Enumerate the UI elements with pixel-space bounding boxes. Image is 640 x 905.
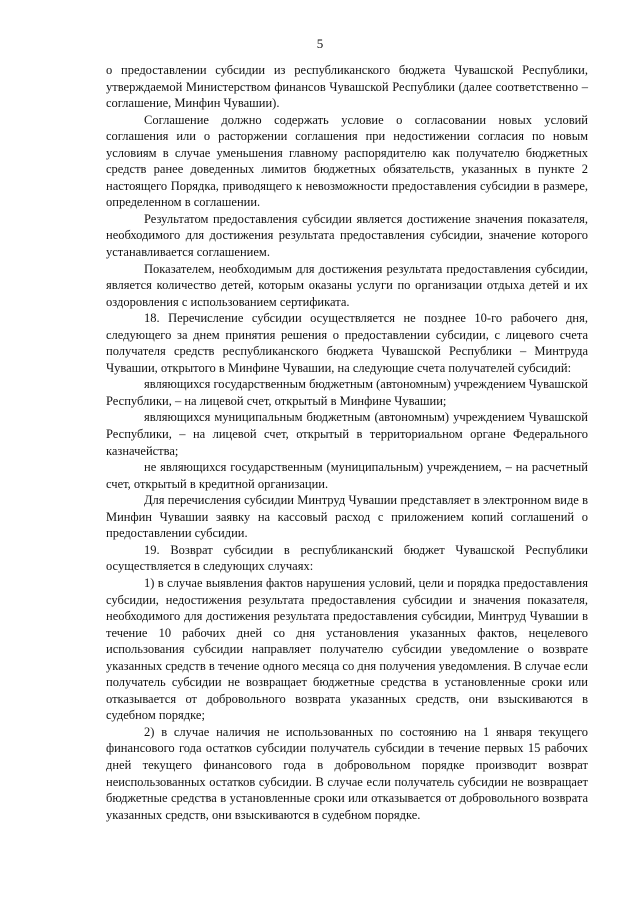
paragraph: являющихся муниципальным бюджетным (автономным) учреждением Чувашской Республики, – на лицевой счет, открытый в территориальном органе Федерального казначейства; [106, 410, 588, 458]
paragraph: 2) в случае наличия не использованных по состоянию на 1 января текущего финансового года остатков субсидии получатель субсидии в течение первых 15 рабочих дней текущего финансового года в добровольном порядке производит возврат неиспользованных остатков субсидии. В случае если получатель субсидии не возвращает бюджетные средства в установленные сроки или отказывается от добровольного возврата указанных средств, они взыскиваются в судебном порядке. [106, 724, 588, 822]
paragraph: являющихся государственным бюджетным (автономным) учреждением Чувашской Республики, – на лицевой счет, открытый в Минфине Чувашии; [106, 377, 588, 408]
paragraph: Результатом предоставления субсидии является достижение значения показателя, необходимого для достижения результата предоставления субсидии, значение которого устанавливается соглашением. [106, 211, 588, 260]
paragraph: 19. Возврат субсидии в республиканский бюджет Чувашской Республики осуществляется в следующих случаях: [106, 542, 588, 574]
document-body [106, 62, 588, 823]
paragraph: 1) в случае выявления фактов нарушения условий, цели и порядка предоставления субсидии, недостижения результата предоставления субсидии и значения показателя, необходимого для достижения результата предоставления субсидии, Минтруд Чувашии в течение 10 рабочих дней со дня установления указанных фактов, нецелевого использования субсидии направляет получателю субсидии уведомление о возврате указанных средств в течение одного месяца со дня получения уведомления. В случае если получатель субсидии не возвращает бюджетные средства в установленные сроки или отказывается от добровольного возврата указанных средств, они взыскиваются в судебном порядке; [106, 575, 588, 723]
paragraph: Для перечисления субсидии Минтруд Чувашии представляет в электронном виде в Минфин Чувашии заявку на кассовый расход с приложением копий соглашений о предоставлении субсидии. [106, 493, 588, 541]
paragraph: о предоставлении субсидии из республиканского бюджета Чувашской Республики, утверждаемой Министерством финансов Чувашской Республики (далее соответственно – соглашение, Минфин Чувашии). [106, 63, 588, 111]
paragraph: 18. Перечисление субсидии осуществляется не позднее 10-го рабочего дня, следующего за днем принятия решения о предоставлении субсидии, с лицевого счета получателя средств республиканского бюджета Чувашской Республики – Минтруда Чувашии, открытого в Минфине Чувашии, на следующие счета получателей субсидий: [106, 311, 588, 375]
paragraph: Соглашение должно содержать условие о согласовании новых условий соглашения или о расторжении соглашения при недостижении согласия по новым условиям в случае уменьшения главному распорядителю как получателю бюджетных средств ранее доведенных лимитов бюджетных обязательств, указанных в пункте 2 настоящего Порядка, приводящего к невозможности предоставления субсидии в размере, определенном в соглашении. [106, 112, 588, 210]
paragraph: не являющихся государственным (муниципальным) учреждением, – на расчетный счет, открытый в кредитной организации. [106, 460, 588, 491]
page-number: 5 [316, 36, 324, 51]
paragraph: Показателем, необходимым для достижения результата предоставления субсидии, является количество детей, которым оказаны услуги по организации отдыха детей и их оздоровления с использованием сертификата. [106, 261, 588, 309]
